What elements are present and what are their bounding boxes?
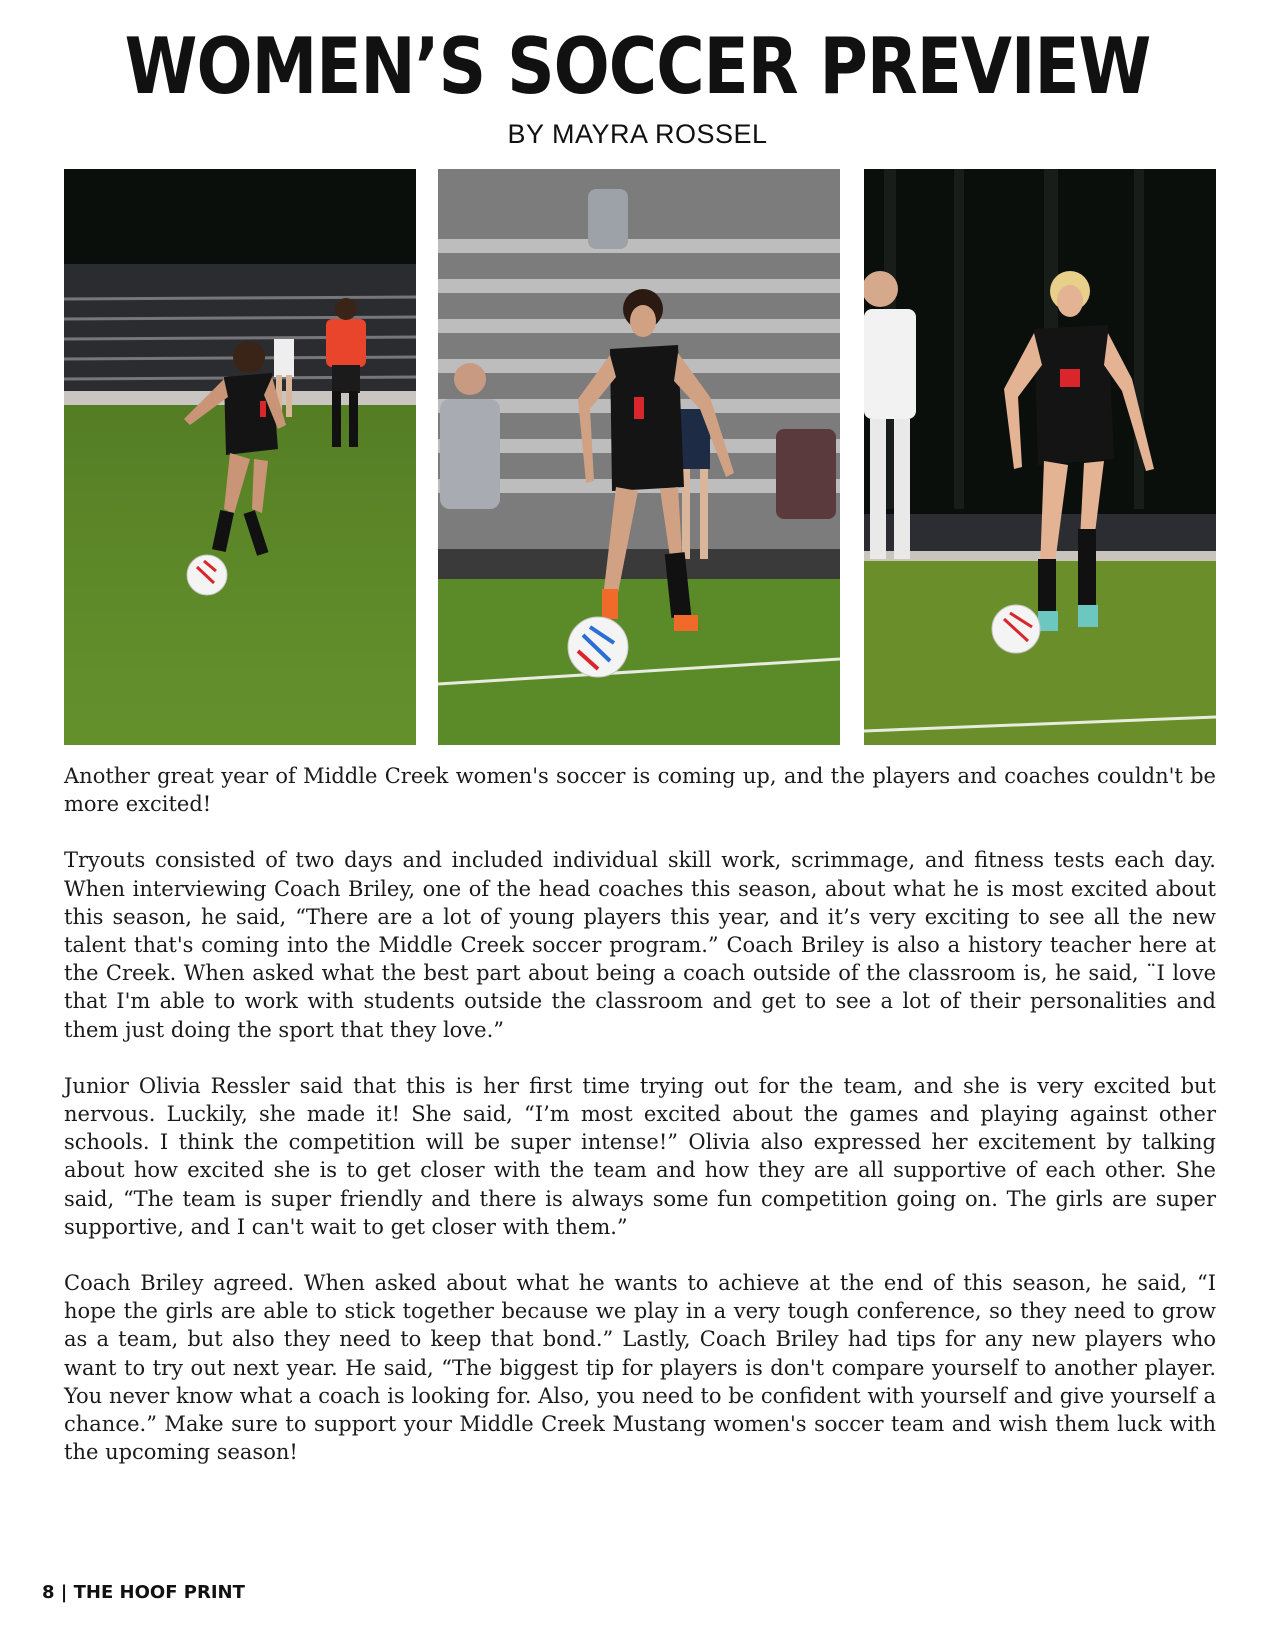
article-byline: BY MAYRA ROSSEL [507,119,768,149]
photo-player-5 [438,169,840,745]
photo-player-8 [64,169,416,745]
article-paragraph: Tryouts consisted of two days and included individual skill work, scrimmage, and fitness tests each day. When interviewing Coach Briley, one of the head coaches this season, about what he is most excited about this season, he said, “There are a lot of young players this year, and it’s very exciting to see all the new talent that's coming into the Middle Creek soccer program.” Coach Briley is also a history teacher here at the Creek. When asked what the best part about being a coach outside of the classroom is, he said, ¨I love that I'm able to work with students outside the classroom and get to see a lot of their personalities and them just doing the sport that they love.” [64,848,1216,1042]
article-headline: WOMEN’S SOCCER PREVIEW [124,20,1151,112]
page-footer: 8 | THE HOOF PRINT [42,1582,245,1603]
article-body [64,762,1216,1494]
article-paragraph: Coach Briley agreed. When asked about what he wants to achieve at the end of this season, he said, “I hope the girls are able to stick together because we play in a very tough conference, so they need to grow as a team, but also they need to keep that bond.” Lastly, Coach Briley had tips for any new players who want to try out next year. He said, “The biggest tip for players is don't compare yourself to another player. You never know what a coach is looking for. Also, you need to be confident with yourself and give yourself a chance.” Make sure to support your Middle Creek Mustang women's soccer team and wish them luck with the upcoming season! [64,1271,1216,1465]
article-paragraph: Another great year of Middle Creek women's soccer is coming up, and the players and coaches couldn't be more excited! [64,764,1216,817]
article-paragraph: Junior Olivia Ressler said that this is her first time trying out for the team, and she is very excited but nervous. Luckily, she made it! She said, “I’m most excited about the games and playing against other schools. I think the competition will be super intense!” Olivia also expressed her excitement by talking about how excited she is to get closer with the team and how they are all supportive of each other. She said, “The team is super friendly and there is always some fun competition going on. The girls are super supportive, and I can't wait to get closer with them.” [64,1073,1216,1239]
photo-player-12 [864,169,1216,745]
